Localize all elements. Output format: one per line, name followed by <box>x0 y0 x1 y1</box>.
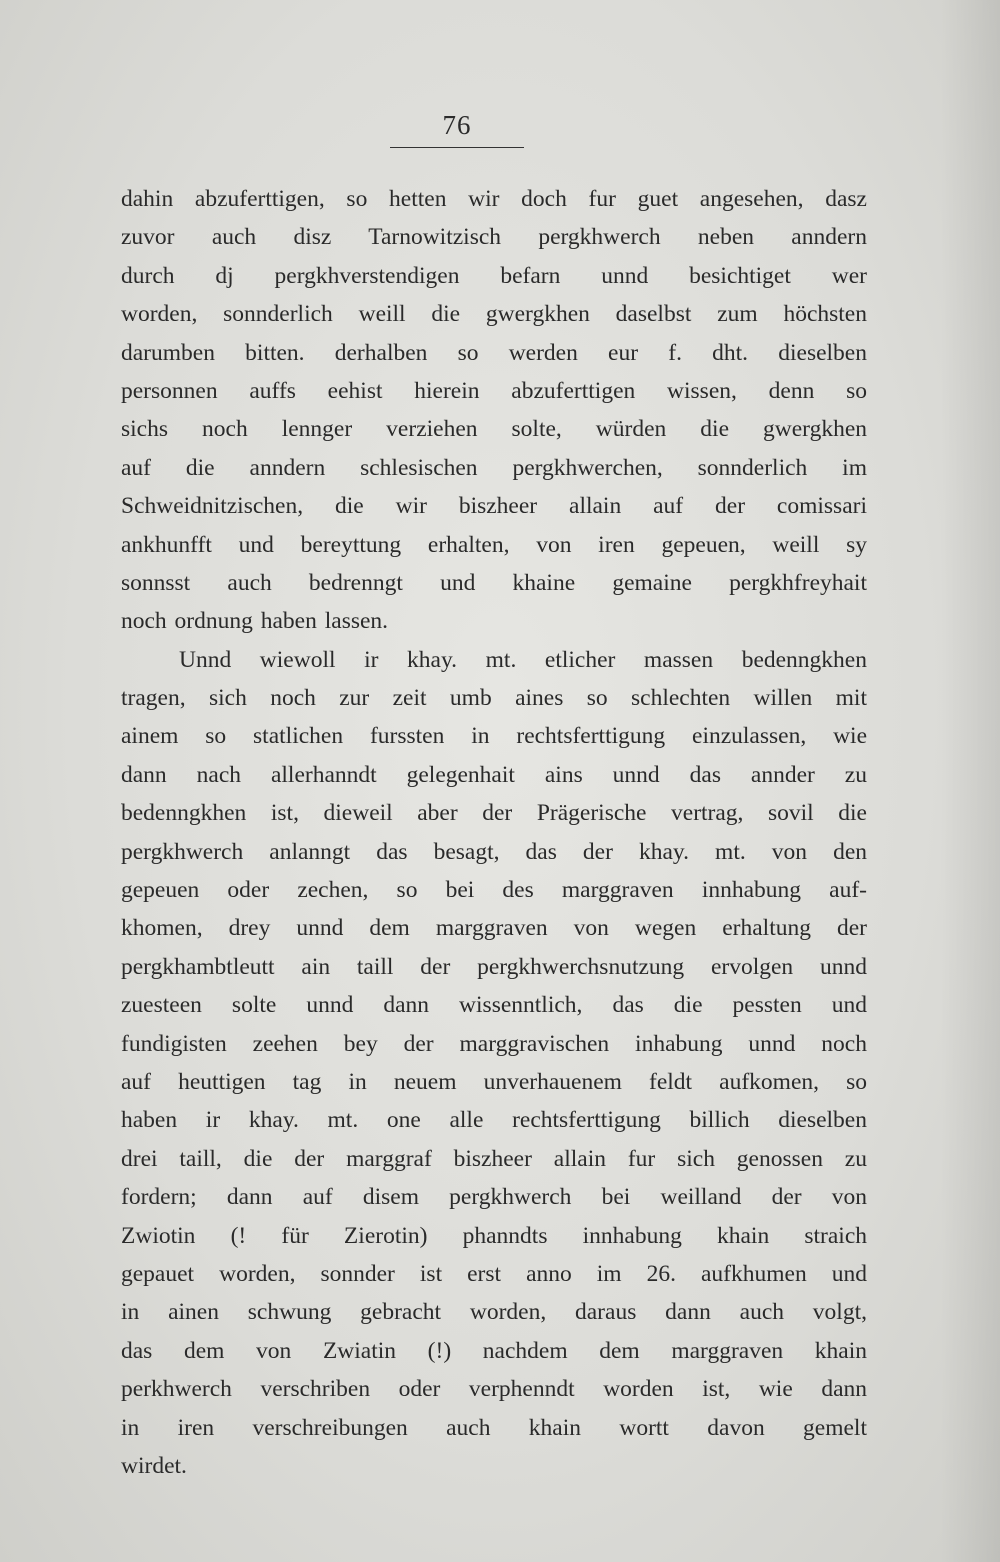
text-line: durch dj pergkhverstendigen befarn unnd besichtiget wer <box>121 262 867 289</box>
page-number: 76 <box>442 110 472 140</box>
text-line: ankhunfft und bereyttung erhalten, von iren gepeuen, weill sy <box>121 531 867 558</box>
header-rule <box>390 147 524 148</box>
text-line: gepauet worden, sonnder ist erst anno im 26. aufkhumen und <box>121 1260 867 1287</box>
text-line: noch ordnung haben lassen. <box>121 608 389 635</box>
text-line: in ainen schwung gebracht worden, daraus dann auch volgt, <box>121 1299 867 1326</box>
text-line: khomen, drey unnd dem marggraven von wegen erhaltung der <box>121 915 867 942</box>
text-line: pergkhwerch anlanngt das besagt, das der khay. mt. von den <box>121 838 867 865</box>
text-line: dann nach allerhanndt gelegenhait ains unnd das annder zu <box>121 761 867 788</box>
text-line: drei taill, die der marggraf biszheer allain fur sich genossen zu <box>121 1145 867 1172</box>
text-line: in iren verschreibungen auch khain wortt davon gemelt <box>121 1414 867 1441</box>
text-line: worden, sonnderlich weill die gwergkhen daselbst zum höchsten <box>121 301 867 328</box>
text-line: personnen auffs eehist hierein abzuferttigen wissen, denn so <box>121 377 867 404</box>
text-line: sichs noch lennger verziehen solte, würden die gwergkhen <box>121 416 867 443</box>
text-line: ainem so statlichen furssten in rechtsferttigung einzulassen, wie <box>121 723 867 750</box>
text-line: gepeuen oder zechen, so bei des marggraven innhabung auf- <box>121 877 867 904</box>
text-line: Zwiotin (! für Zierotin) phanndts innhabung khain straich <box>121 1222 867 1249</box>
text-line: zuesteen solte unnd dann wissenntlich, das die pessten und <box>121 992 867 1019</box>
text-line: Schweidnitzischen, die wir biszheer allain auf der comissari <box>121 493 867 520</box>
text-line: darumben bitten. derhalben so werden eur f. dht. dieselben <box>121 339 867 366</box>
text-line: pergkhambtleutt ain taill der pergkhwerchsnutzung ervolgen unnd <box>121 953 867 980</box>
text-line: fordern; dann auf disem pergkhwerch bei weilland der von <box>121 1184 867 1211</box>
text-line: haben ir khay. mt. one alle rechtsferttigung billich dieselben <box>121 1107 867 1134</box>
text-line: Unnd wiewoll ir khay. mt. etlicher massen bedenngkhen <box>179 646 867 673</box>
body-text <box>121 180 867 1485</box>
text-line: tragen, sich noch zur zeit umb aines so schlechten willen mit <box>121 685 867 712</box>
paragraph <box>121 180 867 641</box>
text-line: dahin abzuferttigen, so hetten wir doch fur guet angesehen, dasz <box>121 186 867 212</box>
text-line: auf heuttigen tag in neuem unverhauenem feldt aufkomen, so <box>121 1068 867 1095</box>
paragraph <box>121 641 867 1486</box>
text-line: perkhwerch verschriben oder verphenndt worden ist, wie dann <box>121 1376 867 1403</box>
text-line: auf die anndern schlesischen pergkhwerchen, sonnderlich im <box>121 454 867 481</box>
text-line: das dem von Zwiatin (!) nachdem dem marggraven khain <box>121 1337 867 1364</box>
text-line: bedenngkhen ist, dieweil aber der Prägerische vertrag, sovil die <box>121 800 867 827</box>
text-line: zuvor auch disz Tarnowitzisch pergkhwerch neben anndern <box>121 224 867 251</box>
text-line: wirdet. <box>121 1452 187 1479</box>
text-line: sonnsst auch bedrenngt und khaine gemaine pergkhfreyhait <box>121 569 867 596</box>
text-line: fundigisten zeehen bey der marggravischen inhabung unnd noch <box>121 1030 867 1057</box>
